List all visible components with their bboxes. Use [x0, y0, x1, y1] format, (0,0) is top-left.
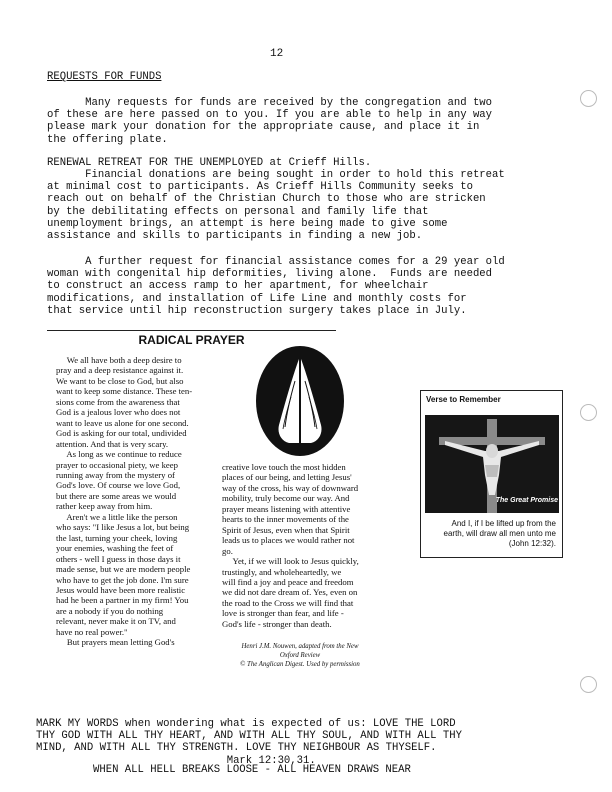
text-line: MIND, AND WITH ALL THY STRENGTH. LOVE THY NEIGHBOUR AS THYSELF.	[36, 742, 437, 755]
retreat-heading: RENEWAL RETREAT FOR THE UNEMPLOYED at Crieff Hills.	[47, 157, 372, 169]
text-line: others - well I guess in those days it	[56, 553, 181, 564]
text-line: MARK MY WORDS when wondering what is expected of us: LOVE THE LORD	[36, 718, 456, 730]
text-line: who have to get the job done. I'm sure	[56, 574, 189, 585]
text-line: to construct an access ramp to her apartment, for wheelchair	[47, 280, 429, 293]
text-line: God is asking for our total, undivided	[56, 428, 187, 439]
text-line: we did not dare dream of. Yes, even on	[222, 587, 358, 598]
text-line: modifications, and installation of Life Line and monthly costs for	[47, 292, 467, 305]
text-line: sions come from the awareness that	[56, 396, 180, 407]
verse-box	[420, 390, 563, 558]
verse-line: (John 12:32).	[508, 539, 556, 548]
text-line: will find a joy and peace and freedom	[222, 576, 354, 587]
text-line: prayer means listening with attentive	[222, 503, 351, 514]
text-line: the last, turning your cheek, loving	[56, 532, 178, 543]
text-line: prayer to occasional piety, we keep	[56, 459, 178, 470]
text-line: that service until hip reconstruction surgery takes place in July.	[47, 304, 467, 317]
text-line: your enemies, washing the feet of	[56, 543, 174, 554]
verse-line: And I, if I be lifted up from the	[451, 519, 556, 528]
text-line: hearts to the inner movements of the	[222, 514, 349, 525]
text-line: trustingly, and wholeheartedly, we	[222, 566, 342, 577]
text-line: God's love. Of course we love God,	[56, 480, 181, 491]
text-line: attention. And that is very scary.	[56, 438, 169, 449]
text-line: places of our being, and letting Jesus'	[222, 472, 352, 483]
credit-copyright: © The Anglican Digest. Used by permission	[240, 661, 360, 668]
text-line: pray and a deep resistance against it.	[56, 365, 184, 376]
text-line: but there are some areas we would	[56, 490, 177, 501]
page-footer: WHEN ALL HELL BREAKS LOOSE - ALL HEAVEN DRAWS NEAR	[93, 764, 411, 776]
text-line: want to keep some distance. These ten-	[56, 386, 193, 397]
text-line: mobility, truly become our way. And	[222, 493, 350, 504]
text-line: Yet, if we will look to Jesus quickly,	[222, 556, 359, 567]
text-line: had he been a partner in my firm! You	[56, 595, 189, 606]
credit-source: Oxford Review	[279, 652, 321, 659]
requests-paragraph	[47, 97, 567, 146]
text-line: rather keep away from him.	[56, 501, 153, 512]
retreat-paragraph	[47, 169, 567, 242]
text-line: We want to be close to God, but also	[56, 375, 184, 386]
credit-author: Henri J.M. Nouwen, adapted from the New	[241, 643, 359, 650]
text-line: go.	[222, 545, 233, 556]
text-line: reach out on behalf of the Christian Church to those who are stricken	[47, 193, 486, 206]
text-line: by the debilitating effects on personal and family life that	[47, 205, 429, 218]
verse-text	[429, 519, 556, 549]
text-line: have no real power."	[56, 626, 128, 637]
text-line: THY GOD WITH ALL THY HEART, AND WITH ALL THY SOUL, AND WITH ALL THY	[36, 730, 462, 743]
praying-hands-icon	[255, 345, 345, 457]
text-line: Financial donations are being sought in order to hold this retreat	[47, 169, 505, 181]
text-line: want to leave us alone for one second.	[56, 417, 189, 428]
text-line: woman with congenital hip deformities, living alone. Funds are needed	[47, 268, 493, 281]
text-line: running away from the mystery of	[56, 469, 175, 480]
punch-hole-icon	[580, 676, 597, 693]
text-line: Many requests for funds are received by the congregation and two	[47, 97, 493, 109]
text-line: God's life - stronger than death.	[222, 618, 332, 629]
text-line: love is stronger than fear, and life -	[222, 608, 344, 619]
text-line: the offering plate.	[47, 133, 168, 146]
text-line: of these are here passed on to you. If you are able to help in any way	[47, 109, 493, 122]
text-line: A further request for financial assistance comes for a 29 year old	[47, 256, 505, 268]
text-line: unemployment brings, an attempt is here being made to give some	[47, 217, 448, 230]
text-line: leads us to places we would rather not	[222, 535, 355, 546]
verse-heading: Verse to Remember	[426, 395, 501, 404]
prayer-left-column	[56, 355, 202, 648]
hip-request-paragraph	[47, 256, 567, 317]
prayer-credit	[222, 642, 378, 669]
punch-hole-icon	[580, 90, 597, 107]
text-line: the road to the Cross we will find that	[222, 597, 354, 608]
text-line: relevant, never make it on TV, and	[56, 616, 176, 627]
prayer-title: RADICAL PRAYER	[138, 333, 245, 347]
verse-promise-label: The Great Promise	[495, 497, 558, 504]
text-line: God is a jealous lover who does not	[56, 407, 181, 418]
requests-heading: REQUESTS FOR FUNDS	[47, 71, 162, 83]
text-line: way of the cross, his way of downward	[222, 482, 359, 493]
punch-hole-icon	[580, 404, 597, 421]
text-line: But prayers mean letting God's	[56, 637, 175, 648]
text-line: made sense, but we are modern people	[56, 564, 191, 575]
text-line: creative love touch the most hidden	[222, 462, 346, 472]
text-line: Mark 12:30,31.	[36, 754, 316, 767]
text-line: We all have both a deep desire to	[56, 355, 182, 365]
text-line: at minimal cost to participants. As Crieff Hills Community seeks to	[47, 181, 473, 194]
text-line: are a nobody if you do nothing	[56, 605, 164, 616]
text-line: please mark your donation for the appropriate cause, and place it in	[47, 121, 480, 134]
verse-line: earth, will draw all men unto me	[443, 529, 556, 538]
page-number: 12	[270, 48, 284, 60]
text-line: Aren't we a little like the person	[56, 511, 178, 522]
closing-scripture	[36, 718, 556, 767]
text-line: As long as we continue to reduce	[56, 449, 182, 460]
text-line: assistance and skills to participants in finding a new job.	[47, 230, 423, 243]
text-line: Jesus would have been more realistic	[56, 584, 186, 595]
text-line: Spirit of Jesus, even when that Spirit	[222, 524, 350, 535]
prayer-middle-column	[222, 462, 378, 629]
text-line: who says: "I like Jesus a lot, but being	[56, 522, 190, 533]
